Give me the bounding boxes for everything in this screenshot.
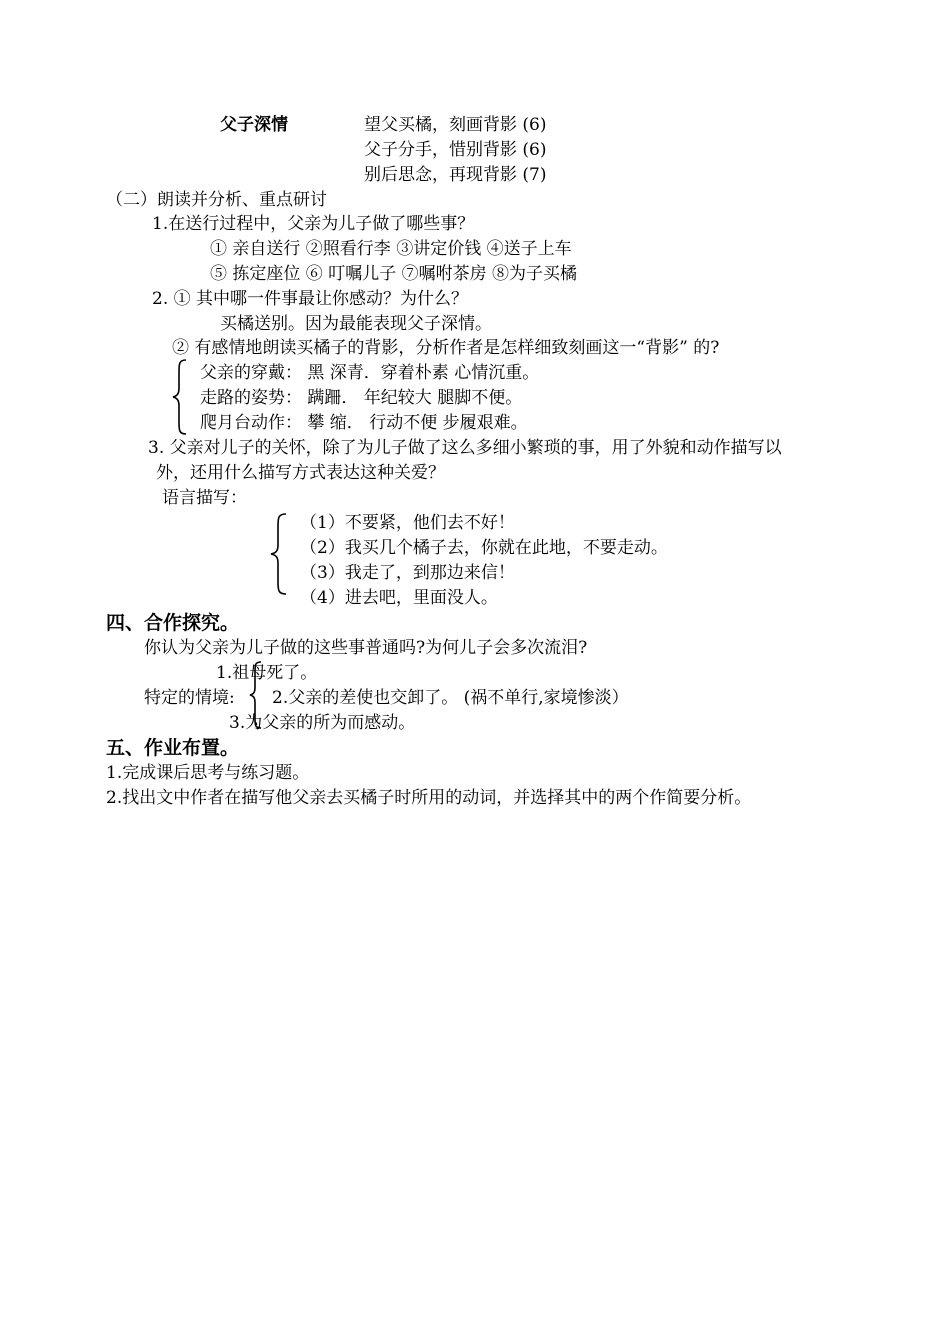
- structure-item: 父子分手，惜别背影 (6): [364, 140, 547, 160]
- left-brace: [170, 358, 190, 436]
- section4-heading: 四、合作探究。: [106, 612, 240, 634]
- homework-item: 1.完成课后思考与练习题。: [106, 763, 310, 783]
- context-item: 1.祖母死了。: [216, 663, 318, 683]
- detail-line: 父亲的穿戴： 黑 深青．穿着朴素 心情沉重。: [200, 363, 540, 383]
- q2-part1-answer: 买橘送别。因为最能表现父子深情。: [220, 314, 492, 334]
- quote-line: （2）我买几个橘子去，你就在此地，不要走动。: [300, 538, 668, 558]
- quote-line: （1）不要紧，他们去不好！: [300, 513, 515, 533]
- q1-question: 1.在送行过程中，父亲为儿子做了哪些事？: [152, 214, 475, 234]
- structure-item: 别后思念，再现背影 (7): [364, 165, 547, 185]
- q2-part1-question: 2. ① 其中哪一件事最让你感动？为什么？: [152, 289, 469, 309]
- section4-question: 你认为父亲为儿子做的这些事普通吗?为何儿子会多次流泪?: [144, 638, 588, 658]
- q1-row: ⑤ 拣定座位 ⑥ 叮嘱儿子 ⑦嘱咐茶房 ⑧为子买橘: [210, 264, 578, 284]
- detail-line: 走路的姿势： 蹒跚． 年纪较大 腿脚不便。: [200, 388, 523, 408]
- q3-question-cont: 外，还用什么描写方式表达这种关爱？: [156, 463, 445, 483]
- context-item: 3.为父亲的所为而感动。: [229, 713, 416, 733]
- q2-part2-question: ② 有感情地朗读买橘子的背影，分析作者是怎样细致刻画这一“背影” 的?: [172, 338, 720, 358]
- q1-row: ① 亲自送行 ②照看行李 ③讲定价钱 ④送子上车: [210, 239, 572, 259]
- detail-line: 爬月台动作： 攀 缩． 行动不便 步履艰难。: [200, 413, 528, 433]
- quote-line: （3）我走了，到那边来信！: [300, 563, 515, 583]
- structure-item: 望父买橘，刻画背影 (6): [364, 115, 547, 135]
- quote-line: （4）进去吧，里面没人。: [300, 588, 498, 608]
- left-brace: [268, 512, 290, 596]
- context-label: 特定的情境:: [144, 688, 235, 708]
- q3-question: 3. 父亲对儿子的关怀，除了为儿子做了这么多细小繁琐的事，用了外貌和动作描写以: [148, 438, 782, 458]
- structure-label: 父子深情: [220, 115, 288, 135]
- q3-answer-label: 语言描写：: [162, 488, 247, 508]
- homework-item: 2.找出文中作者在描写他父亲去买橘子时所用的动词，并选择其中的两个作简要分析。: [106, 788, 752, 808]
- section2-heading: （二）朗读并分析、重点研讨: [106, 190, 327, 210]
- context-item: 2.父亲的差使也交卸了。 (祸不单行,家境惨淡）: [272, 688, 629, 708]
- section5-heading: 五、作业布置。: [106, 737, 240, 759]
